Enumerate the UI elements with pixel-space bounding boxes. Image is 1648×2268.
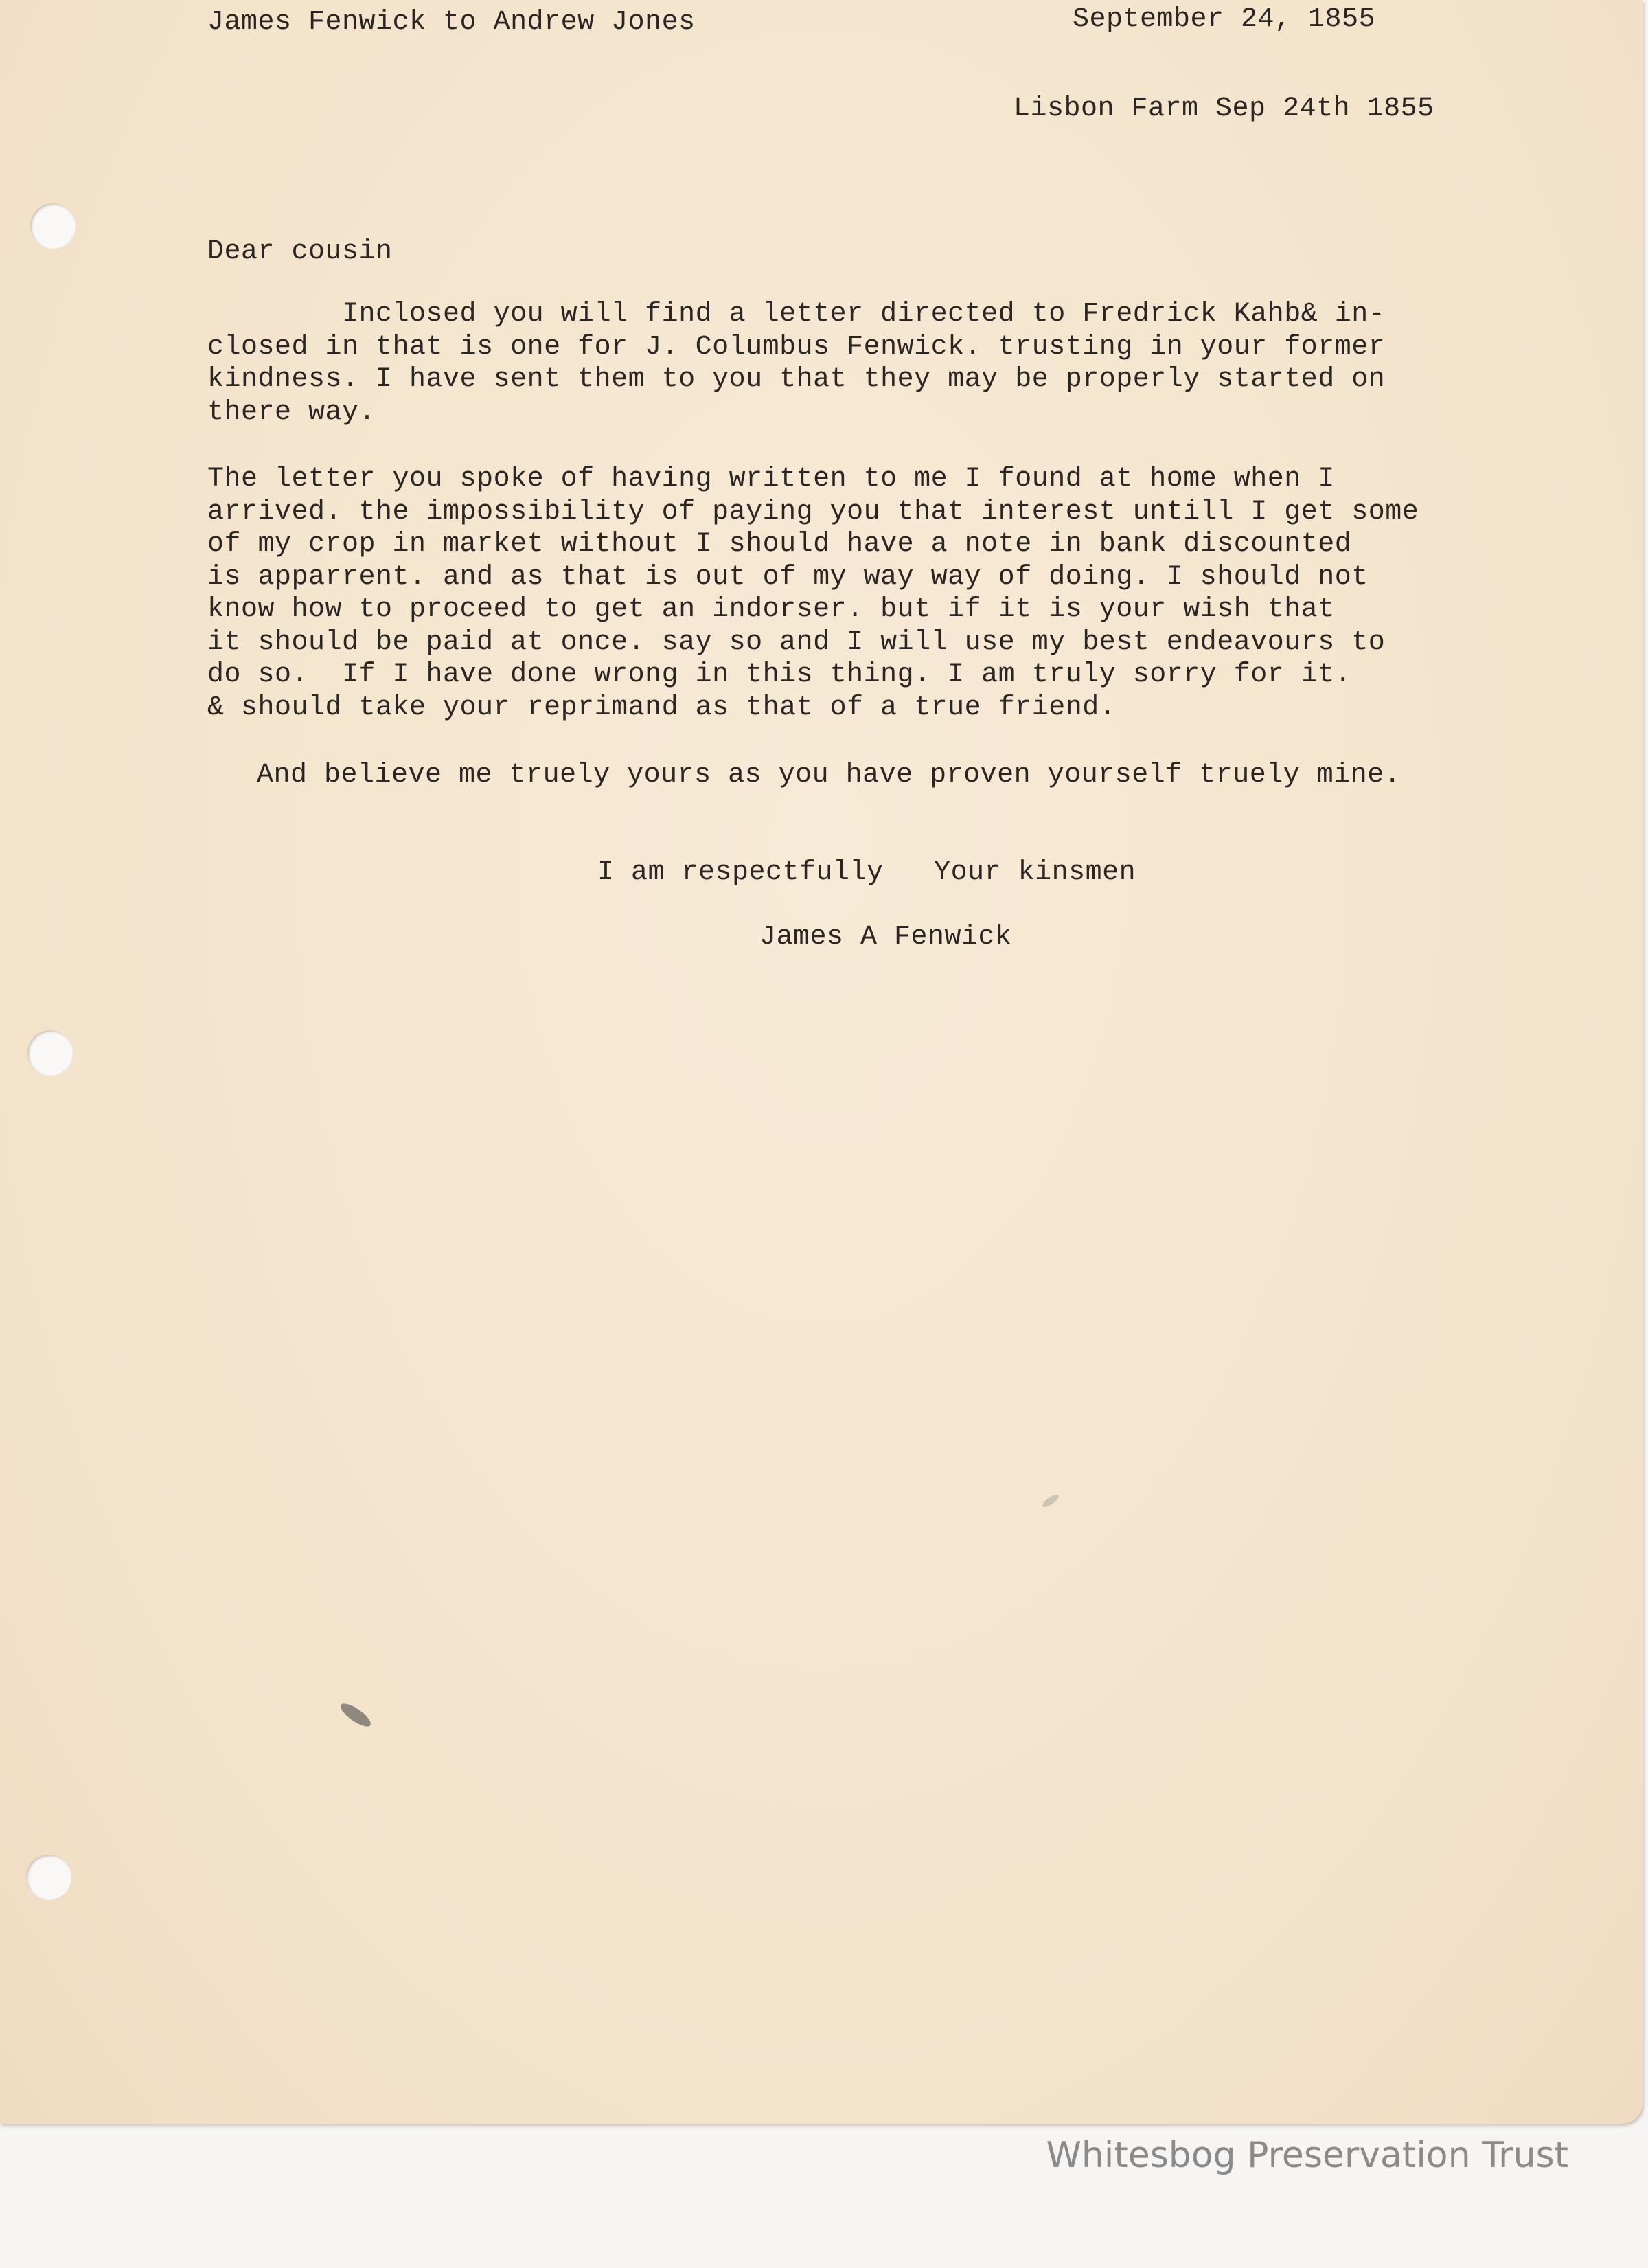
text-line: kindness. I have sent them to you that they may be properly started on [207, 364, 1386, 395]
header-title: James Fenwick to Andrew Jones [207, 7, 696, 38]
header-date: September 24, 1855 [1073, 4, 1376, 35]
paragraph-believe-me: And believe me truely yours as you have proven yourself truely mine. [257, 760, 1401, 791]
text-line: Inclosed you will find a letter directed to Fredrick Kahb& in- [207, 299, 1386, 330]
text-line: is apparrent. and as that is out of my way way of doing. I should not [207, 561, 1369, 593]
paragraph-inclosed [207, 298, 1385, 429]
watermark: Whitesbog Preservation Trust [1046, 2135, 1568, 2176]
binder-hole-top [30, 203, 76, 249]
binder-hole-middle [27, 1030, 73, 1076]
text-line: it should be paid at once. say so and I will use my best endeavours to [207, 626, 1386, 658]
text-line: know how to proceed to get an indorser. but if it is your wish that [207, 594, 1335, 625]
place-date: Lisbon Farm Sep 24th 1855 [1014, 93, 1434, 124]
text-line: & should take your reprimand as that of a true friend. [207, 692, 1117, 723]
text-line: there way. [207, 396, 376, 428]
paper-speck [1041, 1493, 1061, 1509]
text-line: The letter you spoke of having written to me I found at home when I [207, 464, 1335, 495]
text-line: of my crop in market without I should have a note in bank discounted [207, 529, 1352, 560]
paragraph-letter-you-spoke [207, 463, 1419, 724]
signature: James A Fenwick [759, 922, 1012, 953]
binder-hole-bottom [26, 1855, 71, 1900]
text-line: arrived. the impossibility of paying you that interest untill I get some [207, 496, 1419, 528]
text-line: do so. If I have done wrong in this thing. I am truly sorry for it. [207, 659, 1352, 690]
ink-smudge [338, 1700, 374, 1731]
closing: I am respectfully Your kinsmen [597, 857, 1136, 888]
text-line: closed in that is one for J. Columbus Fenwick. trusting in your former [207, 331, 1386, 363]
salutation: Dear cousin [207, 236, 393, 267]
